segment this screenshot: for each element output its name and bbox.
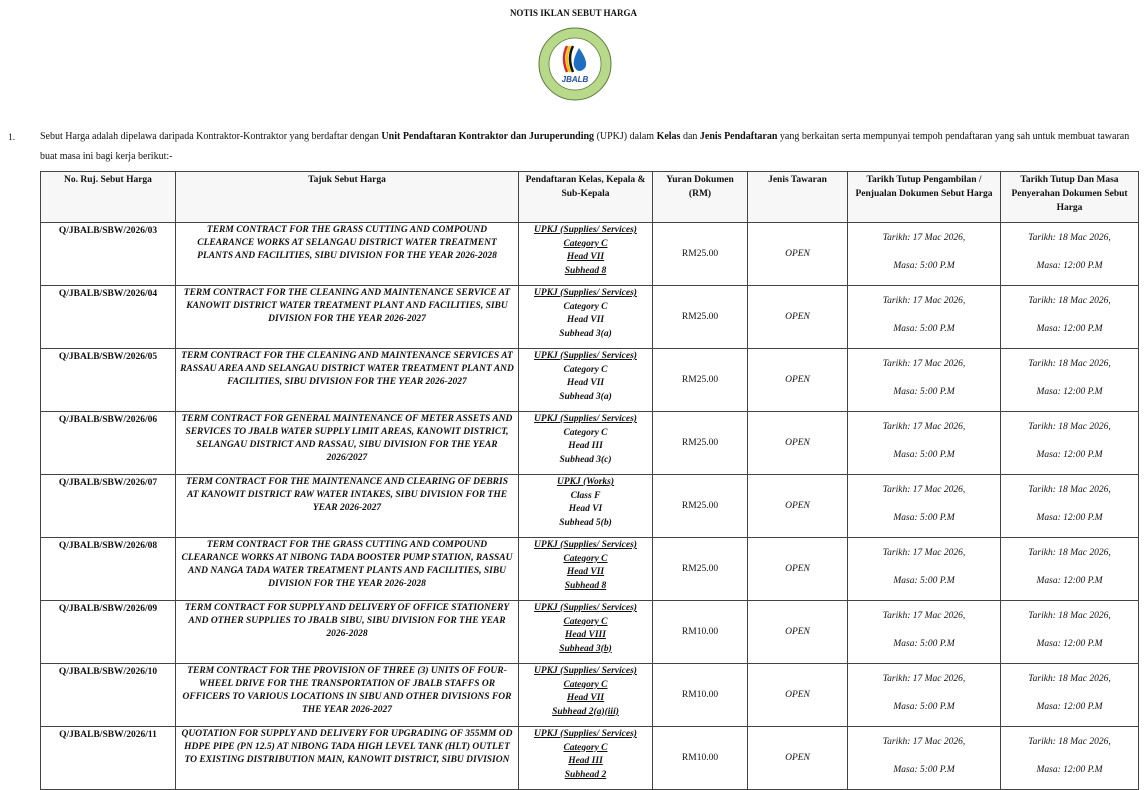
bold-text: Kelas [656,131,681,142]
registration-line: UPKJ (Supplies/ Services) [534,225,637,235]
close-sale-time: Masa: 5:00 P.M [893,513,955,523]
document-fee: RM25.00 [653,412,748,475]
document-fee: RM10.00 [653,727,748,790]
close-submit-cell [1001,727,1139,790]
registration-line: Category C [563,301,608,312]
quotation-title: TERM CONTRACT FOR GENERAL MAINTENANCE OF METER ASSETS AND SERVICES TO JBALB WATER SUPPLY LIMIT AREAS, KANOWIT DISTRICT, SELANGAU DISTRICT AND RASSAU, SIBU DIVISION FOR THE YEAR 2026/2027 [176,412,519,475]
close-sale-time: Masa: 5:00 P.M [893,324,955,334]
close-sale-cell [848,349,1001,412]
document-fee: RM25.00 [653,349,748,412]
close-submit-cell [1001,349,1139,412]
ref-number: Q/JBALB/SBW/2026/06 [41,412,176,475]
close-sale-time: Masa: 5:00 P.M [893,261,955,271]
registration-line: UPKJ (Supplies/ Services) [534,729,637,739]
close-sale-cell [848,664,1001,727]
ref-number: Q/JBALB/SBW/2026/09 [41,601,176,664]
offer-type: OPEN [748,286,848,349]
close-sale-cell [848,601,1001,664]
close-submit-date: Tarikh: 18 Mac 2026, [1028,359,1111,369]
registration-line: Head III [568,756,603,766]
header-fee: Yuran Dokumen (RM) [653,172,748,223]
close-sale-date: Tarikh: 17 Mac 2026, [882,359,966,369]
close-submit-cell [1001,412,1139,475]
close-sale-cell [848,475,1001,538]
table-row [41,727,1139,790]
offer-type: OPEN [748,223,848,286]
close-sale-time: Masa: 5:00 P.M [893,765,955,775]
text: Sebut Harga adalah dipelawa daripada Kontraktor-Kontraktor yang berdaftar dengan [40,131,382,142]
header-title: Tajuk Sebut Harga [176,172,519,223]
offer-type: OPEN [748,664,848,727]
registration-line: UPKJ (Supplies/ Services) [534,666,637,676]
document-fee: RM25.00 [653,538,748,601]
close-sale-date: Tarikh: 17 Mac 2026, [882,611,966,621]
close-submit-date: Tarikh: 18 Mac 2026, [1028,548,1111,558]
close-sale-date: Tarikh: 17 Mac 2026, [882,296,966,306]
registration-cell [519,538,653,601]
document-fee: RM10.00 [653,601,748,664]
close-submit-cell [1001,538,1139,601]
close-submit-time: Masa: 12:00 P.M [1036,702,1103,712]
close-submit-date: Tarikh: 18 Mac 2026, [1028,737,1111,747]
quotation-title: TERM CONTRACT FOR THE CLEANING AND MAINTENANCE SERVICE AT KANOWIT DISTRICT WATER TREATMENT PLANT AND FACILITIES, SIBU DIVISION FOR THE YEAR 2026-2027 [176,286,519,349]
ref-number: Q/JBALB/SBW/2026/08 [41,538,176,601]
document-fee: RM25.00 [653,223,748,286]
registration-cell [519,412,653,475]
registration-cell [519,664,653,727]
bold-text: Unit Pendaftaran Kontraktor dan Juruperunding [381,131,595,142]
registration-line: Head VII [566,693,605,703]
close-sale-time: Masa: 5:00 P.M [893,576,955,586]
close-sale-date: Tarikh: 17 Mac 2026, [882,485,966,495]
registration-line: Class F [570,490,601,501]
registration-line: Subhead 3(a) [559,391,612,402]
offer-type: OPEN [748,538,848,601]
document-fee: RM25.00 [653,475,748,538]
registration-line: Head III [568,441,603,451]
close-sale-time: Masa: 5:00 P.M [893,702,955,712]
header-registration: Pendaftaran Kelas, Kepala & Sub-Kepala [519,172,653,223]
close-sale-time: Masa: 5:00 P.M [893,387,955,397]
registration-cell [519,223,653,286]
registration-line: Head VII [566,567,605,577]
quotation-title: TERM CONTRACT FOR SUPPLY AND DELIVERY OF OFFICE STATIONERY AND OTHER SUPPLIES TO JBALB SIBU, SIBU DIVISION FOR THE YEAR 2026-2028 [176,601,519,664]
close-sale-date: Tarikh: 17 Mac 2026, [882,737,966,747]
header-ref: No. Ruj. Sebut Harga [41,172,176,223]
ref-number: Q/JBALB/SBW/2026/04 [41,286,176,349]
registration-line: Subhead 2 [564,769,607,780]
registration-line: UPKJ (Supplies/ Services) [534,540,637,550]
ref-number: Q/JBALB/SBW/2026/07 [41,475,176,538]
text: dan [680,131,700,142]
table-row [41,664,1139,727]
quotation-title: TERM CONTRACT FOR THE MAINTENANCE AND CLEARING OF DEBRIS AT KANOWIT DISTRICT RAW WATER INTAKES, SIBU DIVISION FOR THE YEAR 2026-2027 [176,475,519,538]
close-sale-cell [848,223,1001,286]
registration-cell [519,601,653,664]
close-submit-cell [1001,664,1139,727]
close-sale-date: Tarikh: 17 Mac 2026, [882,674,966,684]
close-submit-time: Masa: 12:00 P.M [1036,576,1103,586]
close-sale-date: Tarikh: 17 Mac 2026, [882,233,966,243]
header-type: Jenis Tawaran [748,172,848,223]
bold-text: Jenis Pendaftaran [699,131,778,142]
registration-line: Subhead 2(a)(iii) [552,706,619,717]
registration-cell [519,286,653,349]
close-sale-time: Masa: 5:00 P.M [893,639,955,649]
quotation-title: TERM CONTRACT FOR THE PROVISION OF THREE (3) UNITS OF FOUR-WHEEL DRIVE FOR THE TRANSPORTATION OF JBALB STAFFS OR OFFICERS TO VARIOUS LOCATIONS IN SIBU AND OTHER DIVISIONS FOR THE YEAR 2026-2027 [176,664,519,727]
close-submit-date: Tarikh: 18 Mac 2026, [1028,611,1111,621]
close-sale-cell [848,538,1001,601]
header-close-submit: Tarikh Tutup Dan Masa Penyerahan Dokumen Sebut Harga [1001,172,1139,223]
close-submit-cell [1001,601,1139,664]
quotation-title: TERM CONTRACT FOR THE CLEANING AND MAINTENANCE SERVICES AT RASSAU AREA AND SELANGAU DISTRICT WATER TREATMENT PLANT AND FACILITIES, SIBU DIVISION FOR THE YEAR 2026-2027 [176,349,519,412]
close-sale-cell [848,412,1001,475]
table-row [41,286,1139,349]
ref-number: Q/JBALB/SBW/2026/05 [41,349,176,412]
close-sale-date: Tarikh: 17 Mac 2026, [882,548,966,558]
svg-text:JBALB: JBALB [561,75,589,84]
registration-line: Category C [563,427,608,438]
table-header-row [41,172,1139,223]
header-close-sale: Tarikh Tutup Pengambilan / Penjualan Dokumen Sebut Harga [848,172,1001,223]
jbalb-logo [537,26,613,102]
registration-cell [519,349,653,412]
intro-paragraph [40,127,1145,167]
offer-type: OPEN [748,601,848,664]
close-submit-time: Masa: 12:00 P.M [1036,765,1103,775]
table-row [41,223,1139,286]
close-submit-time: Masa: 12:00 P.M [1036,450,1103,460]
registration-line: Category C [563,238,608,249]
registration-line: Head VII [566,315,605,325]
document-fee: RM10.00 [653,664,748,727]
close-submit-time: Masa: 12:00 P.M [1036,513,1103,523]
registration-line: UPKJ (Supplies/ Services) [534,603,637,613]
close-submit-cell [1001,475,1139,538]
close-submit-date: Tarikh: 18 Mac 2026, [1028,422,1111,432]
table-row [41,349,1139,412]
close-submit-date: Tarikh: 18 Mac 2026, [1028,296,1111,306]
offer-type: OPEN [748,727,848,790]
registration-line: Category C [563,616,608,627]
registration-line: Subhead 5(b) [559,517,612,528]
ref-number: Q/JBALB/SBW/2026/10 [41,664,176,727]
quotation-title: TERM CONTRACT FOR THE GRASS CUTTING AND COMPOUND CLEARANCE WORKS AT SELANGAU DISTRICT WATER TREATMENT PLANTS AND FACILITIES, SIBU DIVISION FOR THE YEAR 2026-2028 [176,223,519,286]
registration-line: Head VII [566,252,605,262]
registration-line: Subhead 3(c) [559,454,612,465]
registration-cell [519,727,653,790]
quotation-table [40,171,1139,790]
table-row [41,538,1139,601]
paragraph-number: 1. [8,133,16,143]
close-sale-date: Tarikh: 17 Mac 2026, [882,422,966,432]
registration-line: Subhead 3(b) [559,643,612,654]
offer-type: OPEN [748,412,848,475]
close-sale-time: Masa: 5:00 P.M [893,450,955,460]
offer-type: OPEN [748,475,848,538]
registration-line: Category C [563,742,608,753]
close-submit-date: Tarikh: 18 Mac 2026, [1028,233,1111,243]
text: yang berkaitan serta mempunyai tempoh pendaftaran yang sah untuk membuat tawaran buat masa ini bagi kerja berikut:- [40,131,1130,162]
table-row [41,412,1139,475]
table-row [41,601,1139,664]
table-row [41,475,1139,538]
quotation-title: QUOTATION FOR SUPPLY AND DELIVERY FOR UPGRADING OF 355MM OD HDPE PIPE (PN 12.5) AT NIBONG TADA HIGH LEVEL TANK (HLT) OUTLET TO EXISTING DISTRIBUTION MAIN, KANOWIT DISTRICT, SIBU DIVISION [176,727,519,790]
offer-type: OPEN [748,349,848,412]
registration-line: Category C [563,364,608,375]
registration-line: Subhead 3(a) [559,328,612,339]
ref-number: Q/JBALB/SBW/2026/03 [41,223,176,286]
close-submit-time: Masa: 12:00 P.M [1036,387,1103,397]
registration-cell [519,475,653,538]
page-heading: NOTIS IKLAN SEBUT HARGA [509,8,638,18]
close-sale-cell [848,286,1001,349]
registration-line: UPKJ (Supplies/ Services) [534,288,637,298]
registration-line: Subhead 8 [564,580,607,591]
close-submit-time: Masa: 12:00 P.M [1036,324,1103,334]
registration-line: Category C [563,679,608,690]
ref-number: Q/JBALB/SBW/2026/11 [41,727,176,790]
text: (UPKJ) dalam [594,131,657,142]
close-submit-time: Masa: 12:00 P.M [1036,261,1103,271]
registration-line: Category C [563,553,608,564]
close-submit-cell [1001,286,1139,349]
registration-line: Head VIII [565,630,606,640]
quotation-title: TERM CONTRACT FOR THE GRASS CUTTING AND COMPOUND CLEARANCE WORKS AT NIBONG TADA BOOSTER PUMP STATION, RASSAU AND NANGA TADA WATER TREATMENT PLANTS AND FACILITIES, SIBU DIVISION FOR THE YEAR 2026-2028 [176,538,519,601]
close-submit-cell [1001,223,1139,286]
registration-line: UPKJ (Supplies/ Services) [534,351,637,361]
close-sale-cell [848,727,1001,790]
close-submit-date: Tarikh: 18 Mac 2026, [1028,485,1111,495]
registration-line: Head VII [566,378,605,388]
close-submit-time: Masa: 12:00 P.M [1036,639,1103,649]
close-submit-date: Tarikh: 18 Mac 2026, [1028,674,1111,684]
registration-line: Head VI [568,504,603,514]
registration-line: Subhead 8 [564,265,607,276]
registration-line: UPKJ (Supplies/ Services) [534,414,637,424]
document-fee: RM25.00 [653,286,748,349]
registration-line: UPKJ (Works) [556,477,615,487]
